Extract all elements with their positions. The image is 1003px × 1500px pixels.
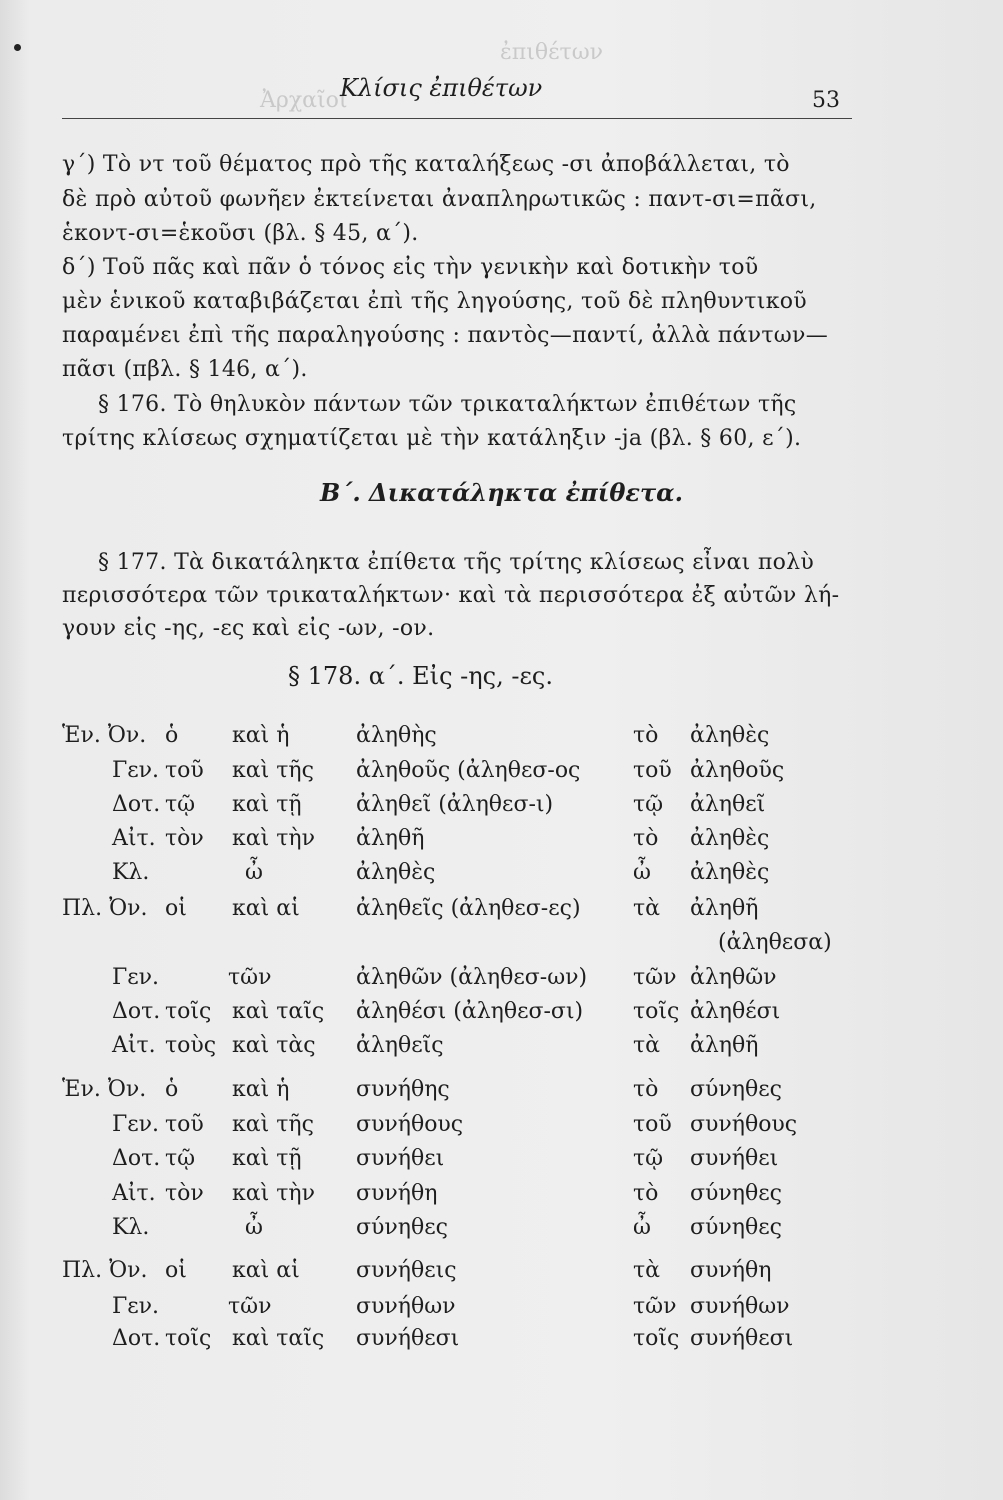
table-cell-article-neut: τὸ <box>633 826 659 851</box>
paragraph-line: ἑκοντ-σι=ἑκοῦσι (βλ. § 45, α΄). <box>62 221 419 246</box>
table-cell-article-neut: τῶν <box>633 965 677 990</box>
table-cell-adjective-neut: ἀληθοῦς <box>690 758 785 783</box>
table-cell-case-label: Δοτ. <box>112 1146 161 1171</box>
table-cell-adjective-mf: σύνηθες <box>356 1215 448 1240</box>
table-cell-adjective-neut: ἀληθὲς <box>690 860 770 885</box>
table-cell-adjective-mf: συνήθη <box>356 1181 438 1206</box>
table-cell-article-masc: τοῦ <box>165 1112 204 1137</box>
table-cell-article-neut: τῷ <box>633 792 664 817</box>
table-cell-article-neut: τοῖς <box>633 999 680 1024</box>
table-cell-case-label: Αἰτ. <box>112 1181 156 1206</box>
paragraph-line: § 176. Τὸ θηλυκὸν πάντων τῶν τρικαταλήκτων ἐπιθέτων τῆς <box>98 392 797 417</box>
table-cell-article-fem: καὶ τῇ <box>232 1146 302 1171</box>
table-cell-adjective-neut: ἀληθὲς <box>690 826 770 851</box>
paragraph-line: πᾶσι (πβλ. § 146, α΄). <box>62 357 308 382</box>
table-cell-adjective-mf: ἀληθὲς <box>356 860 436 885</box>
header-rule <box>62 118 852 119</box>
table-cell-article-neut: τοῦ <box>633 1112 672 1137</box>
table-cell-adjective-mf: συνήθων <box>356 1294 456 1319</box>
section-heading: Β΄. Δικατάληκτα ἐπίθετα. <box>320 478 683 507</box>
bleed-through-text: ἐπιθέτων <box>500 40 604 65</box>
table-cell-article-neut: ὦ <box>633 860 651 885</box>
table-cell-adjective-neut: ἀληθεῖ <box>690 792 766 817</box>
paragraph-line: δὲ πρὸ αὐτοῦ φωνῆεν ἐκτείνεται ἀναπληρωτικῶς : παντ-σι=πᾶσι, <box>62 187 817 212</box>
table-cell-adjective-mf: ἀληθὴς <box>356 723 437 748</box>
table-cell-article-neut: τὸ <box>633 723 659 748</box>
table-cell-article-fem: καὶ αἱ <box>232 896 300 921</box>
table-cell-case-label: Γεν. <box>112 965 160 990</box>
table-cell-adjective-neut: ἀληθὲς <box>690 723 770 748</box>
table-cell-adjective-neut: συνήθει <box>690 1146 779 1171</box>
table-cell-case-label: Δοτ. <box>112 1326 161 1351</box>
table-cell-adjective-mf: ἀληθῆ <box>356 826 425 851</box>
table-cell-adjective-mf: συνήθει <box>356 1146 445 1171</box>
table-cell-case-label: Ἑν. Ὀν. <box>62 723 147 748</box>
table-cell-article-fem: καὶ τῇ <box>232 792 302 817</box>
table-cell-adjective-neut: ἀληθῶν <box>690 965 777 990</box>
table-cell-article-masc: τοῖς <box>165 999 212 1024</box>
running-header-title: Κλίσις ἐπιθέτων <box>340 74 543 102</box>
table-cell-adjective-mf: ἀληθῶν (ἀληθεσ-ων) <box>356 965 588 990</box>
paragraph-line: μὲν ἑνικοῦ καταβιβάζεται ἐπὶ τῆς ληγούσης, τοῦ δὲ πληθυντικοῦ <box>62 289 807 314</box>
subsection-heading: § 178. α΄. Εἰς -ης, -ες. <box>288 662 553 690</box>
paragraph-line: περισσότερα τῶν τρικαταλήκτων· καὶ τὰ περισσότερα ἐξ αὐτῶν λή- <box>62 583 840 608</box>
table-cell-adjective-neut: σύνηθες <box>690 1077 782 1102</box>
table-cell-article-fem: καὶ τὴν <box>232 826 315 851</box>
table-cell-adjective-neut: σύνηθες <box>690 1181 782 1206</box>
table-cell-case-label: Κλ. <box>112 860 150 885</box>
table-cell-case-label: Δοτ. <box>112 999 161 1024</box>
paragraph-line: παραμένει ἐπὶ τῆς παραληγούσης : παντὸς—παντί, ἀλλὰ πάντων— <box>62 323 829 348</box>
table-cell-adjective-mf: συνήθους <box>356 1112 464 1137</box>
table-cell-article-masc: τοὺς <box>165 1033 217 1058</box>
table-cell-adjective-neut: ἀληθέσι <box>690 999 781 1024</box>
table-cell-article-fem: τῶν <box>228 965 272 990</box>
table-cell-article-neut: τοῖς <box>633 1326 680 1351</box>
table-cell-adjective-neut: συνήθη <box>690 1258 772 1283</box>
table-cell-case-label: Γεν. <box>112 1112 160 1137</box>
table-cell-article-fem: καὶ ἡ <box>232 1077 290 1102</box>
table-cell-article-neut: τῶν <box>633 1294 677 1319</box>
table-cell-article-masc: οἱ <box>165 1258 187 1283</box>
paragraph-line: § 177. Τὰ δικατάληκτα ἐπίθετα τῆς τρίτης κλίσεως εἶναι πολὺ <box>98 550 815 575</box>
table-cell-adjective-neut: ἀληθῆ <box>690 1033 759 1058</box>
table-cell-article-fem: τῶν <box>228 1294 272 1319</box>
table-cell-adjective-neut: ἀληθῆ <box>690 896 759 921</box>
table-cell-adjective-neut: (ἀληθεσα) <box>718 930 832 955</box>
table-cell-adjective-neut: συνήθων <box>690 1294 790 1319</box>
table-cell-article-fem: καὶ ἡ <box>232 723 290 748</box>
table-cell-case-label: Πλ. Ὀν. <box>62 896 148 921</box>
table-cell-article-fem: καὶ τῆς <box>232 1112 314 1137</box>
table-cell-case-label: Γεν. <box>112 758 160 783</box>
table-cell-adjective-mf: συνήθεις <box>356 1258 457 1283</box>
table-cell-article-neut: τὰ <box>633 1258 661 1283</box>
table-cell-article-fem: καὶ τῆς <box>232 758 314 783</box>
bleed-through-text: Ἀρχαῖοι <box>260 88 348 113</box>
table-cell-case-label: Αἰτ. <box>112 826 156 851</box>
table-cell-adjective-mf: ἀληθοῦς (ἀληθεσ-ος <box>356 758 581 783</box>
table-cell-article-neut: τὰ <box>633 896 661 921</box>
ink-dot <box>14 44 21 51</box>
paragraph-line: γουν εἰς -ης, -ες καὶ εἰς -ων, -ον. <box>62 616 435 641</box>
table-cell-article-fem: καὶ ταῖς <box>232 1326 325 1351</box>
table-cell-article-fem: καὶ αἱ <box>232 1258 300 1283</box>
table-cell-article-fem: καὶ τὰς <box>232 1033 316 1058</box>
table-cell-article-masc: τῷ <box>165 792 196 817</box>
table-cell-article-masc: τοῖς <box>165 1326 212 1351</box>
table-cell-adjective-mf: συνήθεσι <box>356 1326 460 1351</box>
table-cell-case-label: Δοτ. <box>112 792 161 817</box>
table-cell-adjective-mf: ἀληθεῖς (ἀληθεσ-ες) <box>356 896 581 921</box>
paragraph-line: τρίτης κλίσεως σχηματίζεται μὲ τὴν κατάληξιν -ja (βλ. § 60, ε΄). <box>62 426 802 451</box>
table-cell-article-neut: τῷ <box>633 1146 664 1171</box>
table-cell-adjective-mf: συνήθης <box>356 1077 450 1102</box>
paragraph-line: δ΄) Τοῦ πᾶς καὶ πᾶν ὁ τόνος εἰς τὴν γενικὴν καὶ δοτικὴν τοῦ <box>62 255 759 280</box>
table-cell-article-masc: τῷ <box>165 1146 196 1171</box>
table-cell-article-masc: ὁ <box>165 723 179 748</box>
paragraph-line: γ΄) Τὸ ντ τοῦ θέματος πρὸ τῆς καταλήξεως -σι ἀποβάλλεται, τὸ <box>62 152 790 177</box>
table-cell-case-label: Αἰτ. <box>112 1033 156 1058</box>
table-cell-article-fem: καὶ τὴν <box>232 1181 315 1206</box>
table-cell-case-label: Ἑν. Ὀν. <box>62 1077 147 1102</box>
table-cell-article-masc: τὸν <box>165 826 204 851</box>
table-cell-article-fem: καὶ ταῖς <box>232 999 325 1024</box>
table-cell-article-neut: τὰ <box>633 1033 661 1058</box>
table-cell-article-fem: ὦ <box>245 860 263 885</box>
table-cell-case-label: Πλ. Ὀν. <box>62 1258 148 1283</box>
table-cell-article-masc: ὁ <box>165 1077 179 1102</box>
table-cell-adjective-neut: συνήθεσι <box>690 1326 794 1351</box>
table-cell-adjective-neut: σύνηθες <box>690 1215 782 1240</box>
table-cell-article-masc: οἱ <box>165 896 187 921</box>
page-number: 53 <box>812 88 840 113</box>
table-cell-article-fem: ὦ <box>245 1215 263 1240</box>
table-cell-adjective-neut: συνήθους <box>690 1112 798 1137</box>
table-cell-article-neut: τοῦ <box>633 758 672 783</box>
table-cell-article-neut: ὦ <box>633 1215 651 1240</box>
table-cell-adjective-mf: ἀληθεῖς <box>356 1033 444 1058</box>
table-cell-article-neut: τὸ <box>633 1077 659 1102</box>
table-cell-article-masc: τὸν <box>165 1181 204 1206</box>
table-cell-adjective-mf: ἀληθέσι (ἀληθεσ-σι) <box>356 999 584 1024</box>
table-cell-adjective-mf: ἀληθεῖ (ἀληθεσ-ι) <box>356 792 554 817</box>
table-cell-article-neut: τὸ <box>633 1181 659 1206</box>
table-cell-case-label: Κλ. <box>112 1215 150 1240</box>
table-cell-case-label: Γεν. <box>112 1294 160 1319</box>
table-cell-article-masc: τοῦ <box>165 758 204 783</box>
